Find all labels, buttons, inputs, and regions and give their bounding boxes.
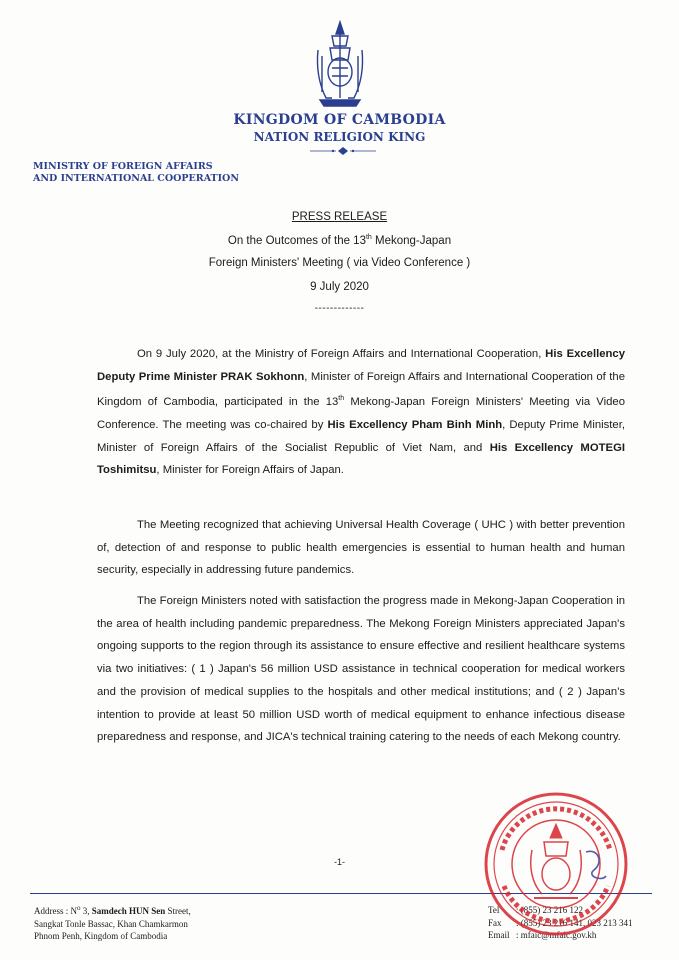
p1-bold-motegi: His Excellency MOTEGI Toshimitsu xyxy=(97,441,625,477)
p1-text-f: , Deputy Prime Minister, Minister of Foreign Affairs of the Socialist Republic of Viet Nam, and xyxy=(97,418,625,454)
fax-value: : (855) 23 216 141, 023 213 341 xyxy=(516,917,633,928)
address-line-3: Phnom Penh, Kingdom of Cambodia xyxy=(34,931,168,941)
address-sup: o xyxy=(77,904,81,912)
p2-text: The Meeting recognized that achieving Universal Health Coverage ( UHC ) with better prevention of, detection of and response to public health emergencies is essential to human health and human security, especially in addressing future pandemics. xyxy=(97,519,625,577)
p3-text: The Foreign Ministers noted with satisfaction the progress made in Mekong-Japan Cooperation in the area of health including pandemic preparedness. The Mekong Foreign Ministers appreciated Japan's ongoing supports to the region through its assistance to ensure effective and resilient healthcare systems via two initiatives: ( 1 ) Japan's 56 million USD assistance in technical cooperation for medical workers and the provision of medical supplies to the hospitals and other medical institutions; and ( 2 ) Japan's intention to provide at least 50 million USD worth of medical equipment to enhance infectious disease preparedness and response, and JICA's technical training catering to the needs of each Mekong country. xyxy=(97,595,625,744)
ministry-seal-icon xyxy=(482,790,630,940)
ornament-divider-icon xyxy=(308,146,378,156)
ministry-name xyxy=(33,161,239,185)
title-separator: ------------- xyxy=(314,303,365,314)
email-label: Email xyxy=(488,930,510,940)
address-num: 3, xyxy=(80,906,92,916)
paragraph-3 xyxy=(97,590,625,749)
p1-text-c: , Minister of Foreign Affairs and International Cooperation of the Kingdom of Cambodia, participated in the 13 xyxy=(97,370,625,409)
footer-address xyxy=(34,902,191,943)
paragraph-2 xyxy=(97,514,625,582)
page-number: -1- xyxy=(334,857,345,867)
fax-label: Fax xyxy=(488,917,502,928)
release-date: 9 July 2020 xyxy=(310,281,369,293)
p1-text-h: , Minister for Foreign Affairs of Japan. xyxy=(156,464,344,477)
national-motto: NATION RELIGION KING xyxy=(253,130,426,144)
subject-text-a: On the Outcomes of the 13 xyxy=(227,234,366,247)
ministry-line-1: MINISTRY OF FOREIGN AFFAIRS xyxy=(33,161,213,172)
subject-sup: th xyxy=(365,234,372,241)
release-subject-line-2: Foreign Ministers' Meeting ( via Video Conference ) xyxy=(208,257,471,269)
address-line-1 xyxy=(34,902,191,918)
p1-bold-prak: His Excellency Deputy Prime Minister PRAK Sokhonn xyxy=(97,348,625,383)
kingdom-title: KINGDOM OF CAMBODIA xyxy=(233,112,446,128)
address-street-rest: Street, xyxy=(165,906,191,916)
p1-bold-pham: His Excellency Pham Binh Minh xyxy=(327,418,503,431)
email-value: : mfaic@mfaic.gov.kh xyxy=(516,930,597,940)
press-release-title: PRESS RELEASE xyxy=(291,211,388,223)
p1-text-d: Mekong-Japan Foreign Ministers' Meeting via Video Conference. The meeting was co-chaired by xyxy=(97,396,625,431)
paragraph-1 xyxy=(97,343,625,482)
address-line-2: Sangkat Tonle Bassac, Khan Chamkarmon xyxy=(34,918,188,929)
p1-sup: th xyxy=(338,395,345,403)
p1-text-a: On 9 July 2020, at the Ministry of Foreign Affairs and International Cooperation, xyxy=(137,348,546,360)
ministry-line-2: AND INTERNATIONAL COOPERATION xyxy=(33,173,240,184)
address-label: Address : N xyxy=(34,906,77,916)
royal-crest-icon xyxy=(312,20,368,110)
address-street-bold: Samdech HUN Sen xyxy=(91,906,166,916)
tel-label: Tel xyxy=(488,905,500,915)
tel-value: : (855) 23 216 122 xyxy=(516,905,583,915)
subject-text-b: Mekong-Japan xyxy=(371,234,452,247)
release-subject-line xyxy=(0,234,679,247)
